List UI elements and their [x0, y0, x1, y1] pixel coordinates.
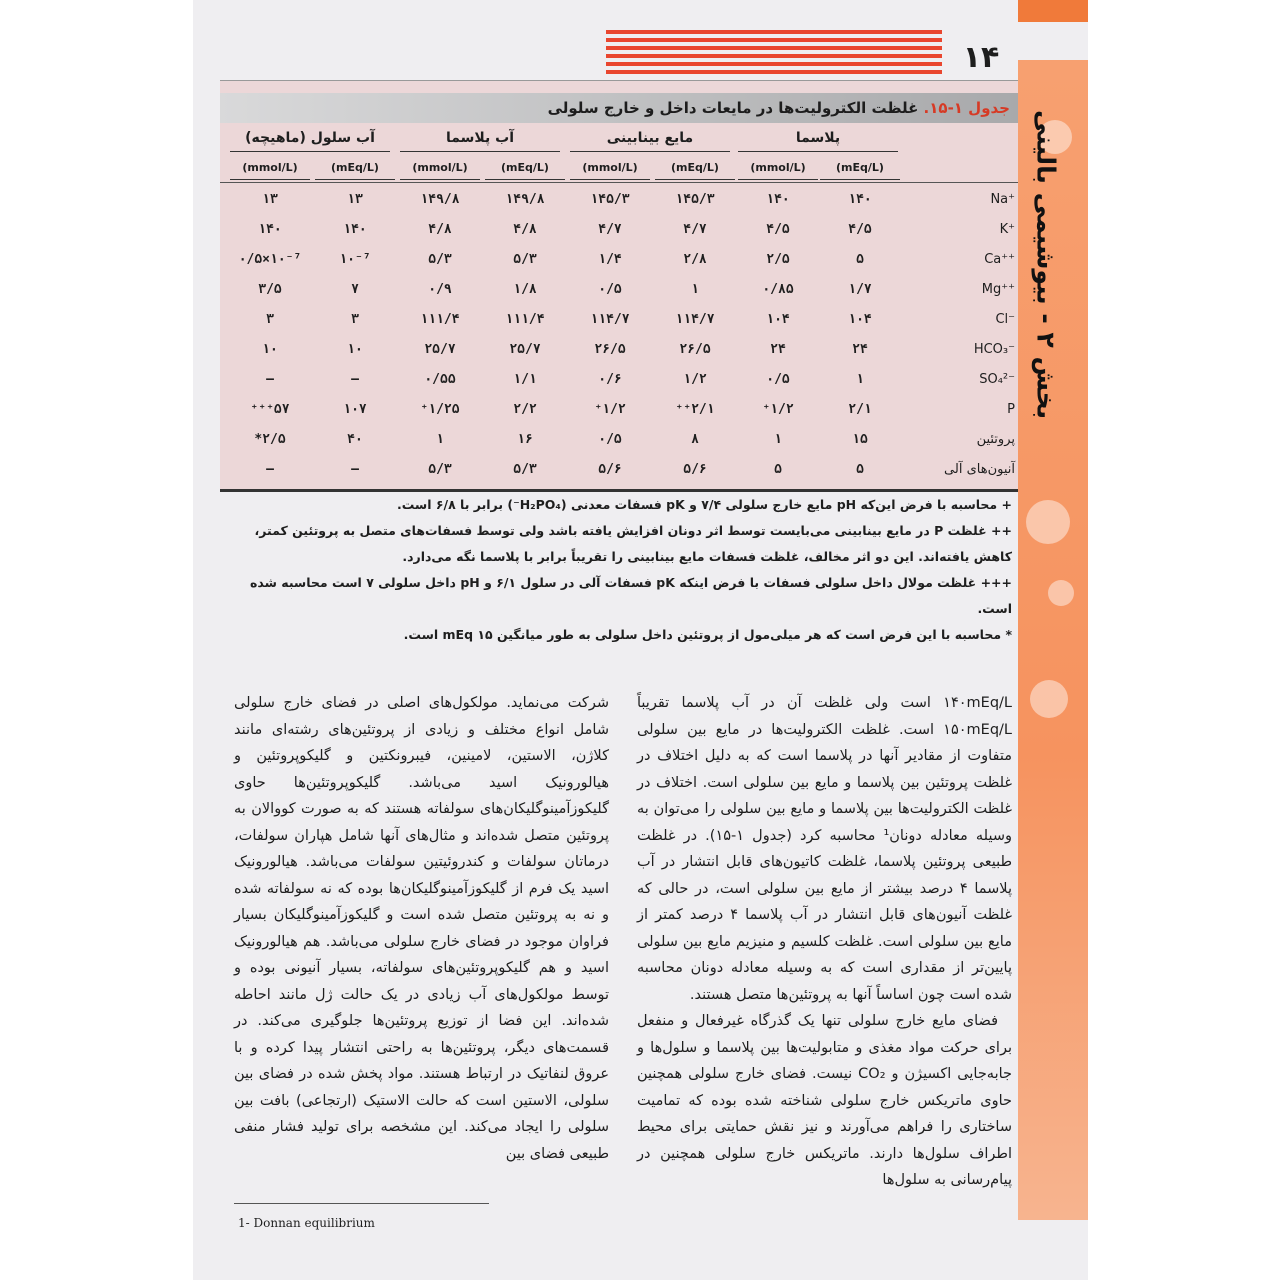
- table-cell: ۱/۱: [513, 372, 537, 387]
- table-cell: ۷: [351, 282, 359, 297]
- table-cell: –: [266, 462, 274, 477]
- table-cell: ۸: [691, 432, 699, 447]
- group-header-plasma: پلاسما: [738, 125, 898, 152]
- header-stripes: [606, 30, 942, 86]
- unit-header: (mmol/L): [738, 157, 818, 180]
- table-cell: ۱۰۷: [343, 402, 367, 417]
- table-rule: [220, 182, 1018, 183]
- table-cell: ۴/۵: [848, 222, 872, 237]
- table-row: [220, 245, 1018, 275]
- table-cell: ۱: [436, 432, 444, 447]
- table-cell: –: [351, 372, 359, 387]
- table-cell: ۱/۸: [513, 282, 537, 297]
- table-cell: ۰/۵: [598, 432, 622, 447]
- table-cell: ۰/۵۵: [424, 372, 456, 387]
- ion-label: K⁺: [999, 222, 1015, 237]
- ion-label: پروتئین: [976, 432, 1015, 447]
- table-cell: ۱۱۱/۴: [420, 312, 460, 327]
- table-cell: ۵/۳: [428, 462, 452, 477]
- table-caption: [220, 93, 1018, 123]
- table-cell: ۱۴۵/۳: [590, 192, 630, 207]
- table-cell: ۱۴۵/۳: [675, 192, 715, 207]
- table-cell: ۱۱۴/۷: [590, 312, 630, 327]
- side-section-title: بخش ۲ - بیوشیمی بالینی: [1031, 110, 1061, 420]
- footnote-rule: [234, 1203, 489, 1204]
- table-cell: ۱/۷: [848, 282, 872, 297]
- table-cell: ۴۰: [347, 432, 363, 447]
- unit-header: (mmol/L): [400, 157, 480, 180]
- table-cell: –: [351, 462, 359, 477]
- table-cell: *۲/۵: [254, 432, 286, 447]
- table-cell: ۳: [266, 312, 274, 327]
- ion-label: HCO₃⁻: [973, 342, 1015, 357]
- table-row: [220, 275, 1018, 305]
- table-cell: –: [266, 372, 274, 387]
- table-cell: ۱۰⁻⁷: [339, 252, 371, 267]
- table-cell: ۴/۵: [766, 222, 790, 237]
- table-row: [220, 335, 1018, 365]
- electrolyte-table: [220, 80, 1018, 492]
- table-cell: ۲/۱: [848, 402, 872, 417]
- table-cell: ۱: [691, 282, 699, 297]
- table-cell: ۰/۶: [598, 372, 622, 387]
- table-cell: ۱۰۴: [848, 312, 872, 327]
- table-cell: ⁺⁺⁺۵۷: [250, 402, 290, 417]
- table-cell: ۱۴۰: [343, 222, 367, 237]
- table-cell: ۱۱۱/۴: [505, 312, 545, 327]
- unit-header: (mmol/L): [230, 157, 310, 180]
- table-cell: ⁺⁺۲/۱: [675, 402, 715, 417]
- table-cell: ۱۰: [347, 342, 363, 357]
- page-number: ۱۴: [962, 40, 1000, 75]
- table-row: [220, 215, 1018, 245]
- body-column-right: [637, 690, 1012, 1194]
- table-cell: ⁺۱/۲: [594, 402, 626, 417]
- table-cell: ۱: [774, 432, 782, 447]
- table-cell: ۴/۷: [598, 222, 622, 237]
- ion-label: Cl⁻: [995, 312, 1015, 327]
- ion-label: Na⁺: [990, 192, 1015, 207]
- unit-header: (mEq/L): [655, 157, 735, 180]
- table-cell: ۲/۲: [513, 402, 537, 417]
- table-cell: ۱۱۴/۷: [675, 312, 715, 327]
- table-cell: ۱۴۹/۸: [505, 192, 545, 207]
- units-row: [220, 153, 1018, 181]
- table-cell: ۱: [856, 372, 864, 387]
- table-cell: ۱۴۰: [258, 222, 282, 237]
- table-cell: ۲۵/۷: [424, 342, 456, 357]
- table-row: [220, 425, 1018, 455]
- table-cell: ۲۶/۵: [594, 342, 626, 357]
- table-cell: ۲/۵: [766, 252, 790, 267]
- table-cell: ۲۶/۵: [679, 342, 711, 357]
- table-cell: ۲۵/۷: [509, 342, 541, 357]
- corner-tab: [1018, 0, 1088, 22]
- table-cell: ⁺۱/۲۵: [420, 402, 460, 417]
- table-cell: ۱۴۹/۸: [420, 192, 460, 207]
- table-row: [220, 455, 1018, 485]
- table-cell: ۱۵: [852, 432, 868, 447]
- paragraph: فضای مایع خارج سلولی تنها یک گذرگاه غیرفعال و منفعل برای حرکت مواد مغذی و متابولیت‌ها بین پلاسما و سلول‌ها و جابه‌جایی اکسیژن و CO₂ نیست. فضای خارج سلولی همچنین حاوی ماتریکس خارج سلولی شناخته شده بوده که تمامیت ساختاری را فراهم می‌آورند و نیز نقش حمایتی برای محیط اطراف سلول‌ها دارند. ماتریکس خارج سلولی همچنین در پیام‌رسانی به سلول‌ها: [637, 1013, 1012, 1188]
- table-cell: ۱۶: [517, 432, 533, 447]
- table-cell: ۵: [774, 462, 782, 477]
- table-caption-number: جدول ۱-۱۵.: [923, 99, 1010, 117]
- unit-header: (mEq/L): [485, 157, 565, 180]
- note-4: * محاسبه با این فرض است که هر میلی‌مول از پروتئین داخل سلولی به طور میانگین ۱۵ mEq است.: [403, 627, 1012, 642]
- table-caption-title: غلظت الکترولیت‌ها در مایعات داخل و خارج سلولی: [547, 99, 924, 117]
- table-cell: ۱/۲: [683, 372, 707, 387]
- ion-label: Mg⁺⁺: [981, 282, 1015, 297]
- paragraph: شرکت می‌نماید. مولکول‌های اصلی در فضای خارج سلولی شامل انواع مختلف و زیادی از پروتئین‌های رشته‌ای مانند کلاژن، الاستین، لامینین، فیبرونکتین و گلیکوپروتئین و هیالورونیک اسید می‌باشد. گلیکوپروتئین‌ها حاوی گلیکوزآمینوگلیکان‌های سولفاته هستند که به صورت کووالان به پروتئین متصل شده‌اند و مثال‌های آنها شامل هپاران سولفات، درماتان سولفات و کندروئیتین سولفات می‌باشد. هیالورونیک اسید یک فرم از گلیکوزآمینوگلیکان‌ها بوده که نه سولفاته شده و نه به پروتئین متصل شده است و گلیکوزآمینوگلیکان بسیار فراوان موجود در فضای خارج سلولی می‌باشد. هم هیالورونیک اسید و هم گلیکوپروتئین‌های سولفاته، بسیار آنیونی بوده و توسط مولکول‌های آب زیادی در یک حالت ژل مانند احاطه شده‌اند. این فضا از توزیع پروتئین‌ها جلوگیری می‌کند. در قسمت‌های دیگر، پروتئین‌ها به راحتی انتشار پیدا کرده و با عروق لنفاتیک در ارتباط هستند. مواد پخش شده در فضای بین سلولی، الاستین است که حالت الاستیک (ارتجاعی) بافت بین سلولی را ایجاد می‌کند. این مشخصه برای تولید فشار منفی طبیعی فضای بین: [234, 695, 609, 1162]
- group-header-interstitial: مایع بینابینی: [570, 125, 730, 152]
- ion-label: SO₄²⁻: [979, 372, 1015, 387]
- table-cell: ۱۴۰: [848, 192, 872, 207]
- unit-header: (mEq/L): [820, 157, 900, 180]
- ion-label: آنیون‌های آلی: [944, 462, 1015, 477]
- table-cell: ۱۰: [262, 342, 278, 357]
- table-cell: ۴/۸: [513, 222, 537, 237]
- note-3: +++ غلظت مولال داخل سلولی فسفات با فرض اینکه pK فسفات آلی در سلول ۶/۱ و pH داخل سلولی ۷ است محاسبه شده است.: [250, 575, 1012, 616]
- ion-label: Ca⁺⁺: [984, 252, 1015, 267]
- table-row: [220, 395, 1018, 425]
- table-cell: ۵/۳: [513, 462, 537, 477]
- table-cell: ۱۰۴: [766, 312, 790, 327]
- table-cell: ۳/۵: [258, 282, 282, 297]
- table-row: [220, 185, 1018, 215]
- table-cell: ۰/۵: [598, 282, 622, 297]
- table-cell: ۵: [856, 252, 864, 267]
- table-cell: ۵: [856, 462, 864, 477]
- unit-header: (mEq/L): [315, 157, 395, 180]
- footnote: 1- Donnan equilibrium: [238, 1216, 375, 1230]
- table-cell: ۵/۳: [513, 252, 537, 267]
- table-cell: ۱/۴: [598, 252, 622, 267]
- table-cell: ۱۳: [262, 192, 278, 207]
- table-cell: ۰/۹: [428, 282, 452, 297]
- table-row: [220, 305, 1018, 335]
- table-cell: ⁺۱/۲: [762, 402, 794, 417]
- table-cell: ۲۴: [770, 342, 786, 357]
- table-cell: ۲/۸: [683, 252, 707, 267]
- unit-header: (mmol/L): [570, 157, 650, 180]
- ion-label: P: [1007, 402, 1015, 417]
- table-cell: ۴/۸: [428, 222, 452, 237]
- table-cell: ۴/۷: [683, 222, 707, 237]
- table-cell: ۵/۳: [428, 252, 452, 267]
- paragraph: ۱۴۰mEq/L است ولی غلظت آن در آب پلاسما تقریباً ۱۵۰mEq/L است. غلظت الکترولیت‌ها در مایع بین سلولی متفاوت از مقادیر آنها در پلاسما است که به دلیل اختلاف در غلظت پروتئین بین پلاسما و مایع بین سلولی است. اختلاف در غلظت الکترولیت‌ها بین پلاسما و مایع بین سلولی را می‌توان به وسیله معادله دونان¹ محاسبه کرد (جدول ۱-۱۵). در غلظت طبیعی پروتئین پلاسما، غلظت کاتیون‌های قابل انتشار در آب پلاسما ۴ درصد بیشتر از مایع بین سلولی است، در حالی که غلظت آنیون‌های قابل انتشار در آب پلاسما ۴ درصد کمتر از مایع بین سلولی است. غلظت کلسیم و منیزیم مایع بین سلولی پایین‌تر از مقداری است که به وسیله معادله دونان محاسبه شده است چون اساساً آنها به پروتئین‌ها متصل هستند.: [637, 695, 1012, 1003]
- body-column-left: [234, 690, 609, 1167]
- table-cell: ۳: [351, 312, 359, 327]
- note-1: + محاسبه با فرض این‌که pH مایع خارج سلولی ۷/۴ و pK فسفات معدنی (H₂PO₄⁻) برابر با ۶/۸ است.: [396, 497, 1012, 512]
- group-header-plasma-water: آب پلاسما: [400, 125, 560, 152]
- table-cell: ۵/۶: [683, 462, 707, 477]
- table-cell: ۵/۶: [598, 462, 622, 477]
- table-cell: ۰/۵: [766, 372, 790, 387]
- group-header-cell-water: آب سلول (ماهیچه): [230, 125, 390, 152]
- table-row: [220, 365, 1018, 395]
- table-cell: ۱۳: [347, 192, 363, 207]
- table-notes: [222, 492, 1012, 648]
- table-cell: ۰/۸۵: [762, 282, 794, 297]
- table-cell: ۱۴۰: [766, 192, 790, 207]
- note-2: ++ غلظت P در مایع بینابینی می‌بایست توسط اثر دونان افزایش یافته باشد ولی توسط فسفات‌های متصل به پروتئین کمتر، کاهش یافته‌اند. این دو اثر مخالف، غلظت فسفات مایع بینابینی را تقریباً برابر با پلاسما نگه می‌دارد.: [254, 523, 1012, 564]
- table-cell: ۰/۵×۱۰⁻⁷: [238, 252, 302, 267]
- table-cell: ۲۴: [852, 342, 868, 357]
